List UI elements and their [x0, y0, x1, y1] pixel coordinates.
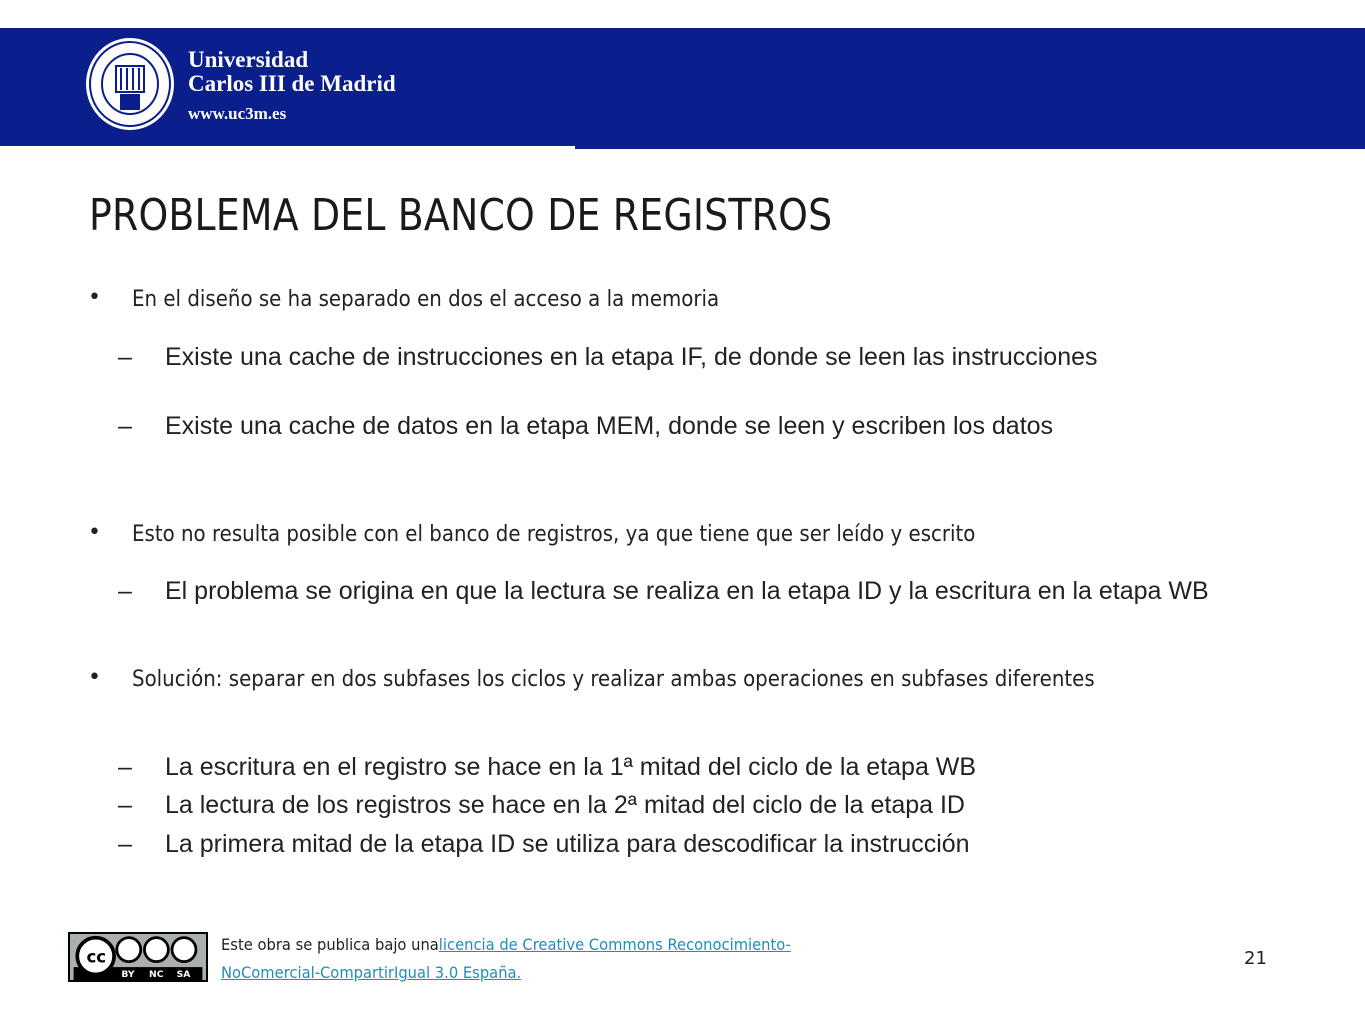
subitem-1-2-text: Existe una cache de datos en la etapa MEM, donde se leen y escriben los datos: [165, 412, 1054, 440]
bullet-dot: •: [88, 285, 101, 310]
university-line1: Universidad: [188, 47, 309, 72]
dash-symbol: –: [118, 830, 132, 858]
license-link-part1[interactable]: licencia de Creative Commons Reconocimiento-: [438, 935, 791, 954]
subitem-3-2-text: La lectura de los registros se hace en la 2ª mitad del ciclo de la etapa ID: [165, 791, 965, 819]
banner-edge: [575, 146, 1365, 149]
dash-symbol: –: [118, 791, 132, 819]
university-name: [188, 48, 396, 126]
subitem-3-3-text: La primera mitad de la etapa ID se utiliza para descodificar la instrucción: [165, 830, 970, 858]
cc-label-sa: SA: [176, 969, 191, 981]
dash-symbol: –: [118, 577, 132, 605]
bullet-dot: •: [88, 520, 101, 545]
dash-symbol: –: [118, 412, 132, 440]
bullet-dot: •: [88, 665, 101, 690]
page-number: 21: [1244, 948, 1267, 969]
university-website: www.uc3m.es: [188, 104, 287, 123]
university-seal-icon: [84, 36, 176, 132]
subitem-1-1-text: Existe una cache de instrucciones en la etapa IF, de donde se leen las instrucciones: [165, 343, 1098, 371]
cc-label-nc: NC: [149, 969, 164, 981]
university-line2: Carlos III de Madrid: [188, 71, 396, 96]
dash-symbol: –: [118, 753, 132, 781]
bullet-1-text: En el diseño se ha separado en dos el acceso a la memoria: [132, 287, 720, 312]
creative-commons-badge-icon[interactable]: [68, 932, 208, 982]
license-prefix: Este obra se publica bajo una: [221, 935, 439, 954]
svg-text:cc: cc: [86, 947, 107, 967]
bullet-2-text: Esto no resulta posible con el banco de registros, ya que tiene que ser leído y escrito: [132, 522, 976, 547]
bullet-3-text: Solución: separar en dos subfases los ciclos y realizar ambas operaciones en subfases diferentes: [132, 667, 1095, 692]
dash-symbol: –: [118, 343, 132, 371]
subitem-2-1-text: El problema se origina en que la lectura se realiza en la etapa ID y la escritura en la etapa WB: [165, 577, 1209, 605]
cc-label-by: BY: [121, 969, 135, 981]
license-link-part2[interactable]: NoComercial-CompartirIgual 3.0 España.: [221, 963, 522, 982]
license-text: [221, 931, 791, 987]
slide-title: PROBLEMA DEL BANCO DE REGISTROS: [89, 190, 833, 241]
subitem-3-1-text: La escritura en el registro se hace en la 1ª mitad del ciclo de la etapa WB: [165, 753, 977, 781]
